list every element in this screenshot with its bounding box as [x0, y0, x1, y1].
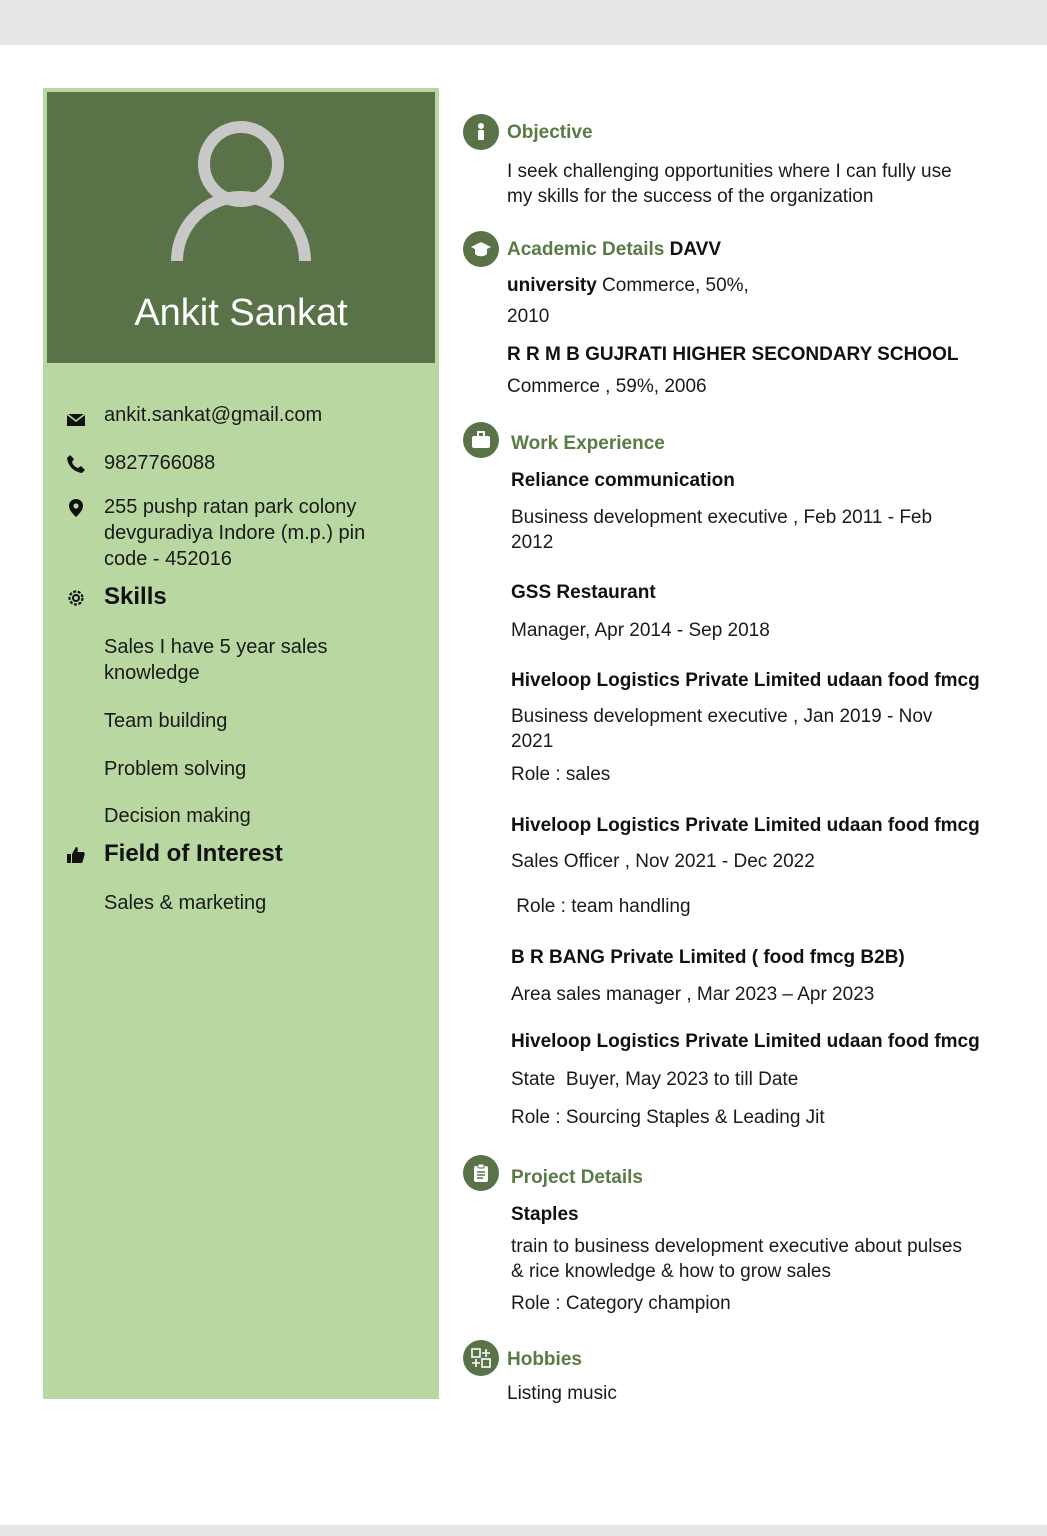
location-pin-icon	[66, 498, 86, 518]
school-detail: Commerce , 59%, 2006	[507, 376, 707, 397]
address-line: 255 pushp ratan park colony	[104, 496, 357, 518]
avatar-icon	[168, 118, 314, 264]
project-role: Role : Category champion	[511, 1293, 731, 1314]
skill-item: Decision making	[104, 805, 251, 827]
address-line: devguradiya Indore (m.p.) pin	[104, 522, 366, 544]
hobbies-title: Hobbies	[507, 1349, 582, 1370]
school-name: R R M B GUJRATI HIGHER SECONDARY SCHOOL	[507, 344, 959, 365]
academic-year: 2010	[507, 306, 550, 327]
clipboard-icon	[463, 1155, 499, 1191]
email-text[interactable]: ankit.sankat@gmail.com	[104, 404, 323, 426]
work-title: Work Experience	[511, 433, 665, 454]
job-company: Reliance communication	[511, 470, 735, 491]
job-company: Hiveloop Logistics Private Limited udaan food fmcg	[511, 670, 980, 691]
gear-icon	[66, 588, 86, 608]
envelope-icon	[66, 410, 86, 430]
bottom-bar	[0, 1525, 1047, 1536]
job-role: Role : sales	[511, 764, 611, 785]
address-text	[104, 494, 365, 572]
graduation-cap-icon	[463, 231, 499, 267]
briefcase-icon	[463, 422, 499, 458]
job-detail: Business development executive , Feb 2011 - Feb 2012	[511, 507, 933, 553]
hobbies-icon	[463, 1340, 499, 1376]
project-description: train to business development executive about pulses & rice knowledge & how to grow sales	[511, 1236, 962, 1282]
skill-item: Sales I have 5 year sales knowledge	[104, 636, 328, 684]
job-company: Hiveloop Logistics Private Limited udaan food fmcg	[511, 815, 980, 836]
job-detail: Area sales manager , Mar 2023 – Apr 2023	[511, 984, 875, 1005]
profile-name: Ankit Sankat	[134, 292, 348, 334]
thumbs-up-icon	[66, 845, 86, 865]
skill-item: Team building	[104, 710, 228, 732]
academic-title: Academic Details DAVV	[507, 239, 722, 260]
job-company: Hiveloop Logistics Private Limited udaan food fmcg	[511, 1031, 980, 1052]
academic-entry: university Commerce, 50%,	[507, 275, 749, 296]
job-detail: Sales Officer , Nov 2021 - Dec 2022	[511, 851, 815, 872]
skill-item: Problem solving	[104, 758, 247, 780]
job-role: Role : Sourcing Staples & Leading Jit	[511, 1107, 825, 1128]
objective-text: I seek challenging opportunities where I can fully use my skills for the success of the organization	[507, 161, 952, 207]
job-role: Role : team handling	[511, 896, 691, 917]
job-detail: State Buyer, May 2023 to till Date	[511, 1069, 799, 1090]
project-name: Staples	[511, 1204, 579, 1225]
project-title: Project Details	[511, 1167, 643, 1188]
job-company: B R BANG Private Limited ( food fmcg B2B)	[511, 947, 905, 968]
phone-text[interactable]: 9827766088	[104, 452, 216, 474]
address-line: code - 452016	[104, 548, 232, 570]
hobby-item: Listing music	[507, 1383, 617, 1404]
interest-item: Sales & marketing	[104, 892, 267, 914]
phone-icon	[66, 454, 86, 474]
job-detail: Business development executive , Jan 2019 - Nov 2021	[511, 706, 933, 752]
objective-title: Objective	[507, 122, 593, 143]
job-company: GSS Restaurant	[511, 582, 656, 603]
objective-icon	[463, 114, 499, 150]
job-detail: Manager, Apr 2014 - Sep 2018	[511, 620, 770, 641]
